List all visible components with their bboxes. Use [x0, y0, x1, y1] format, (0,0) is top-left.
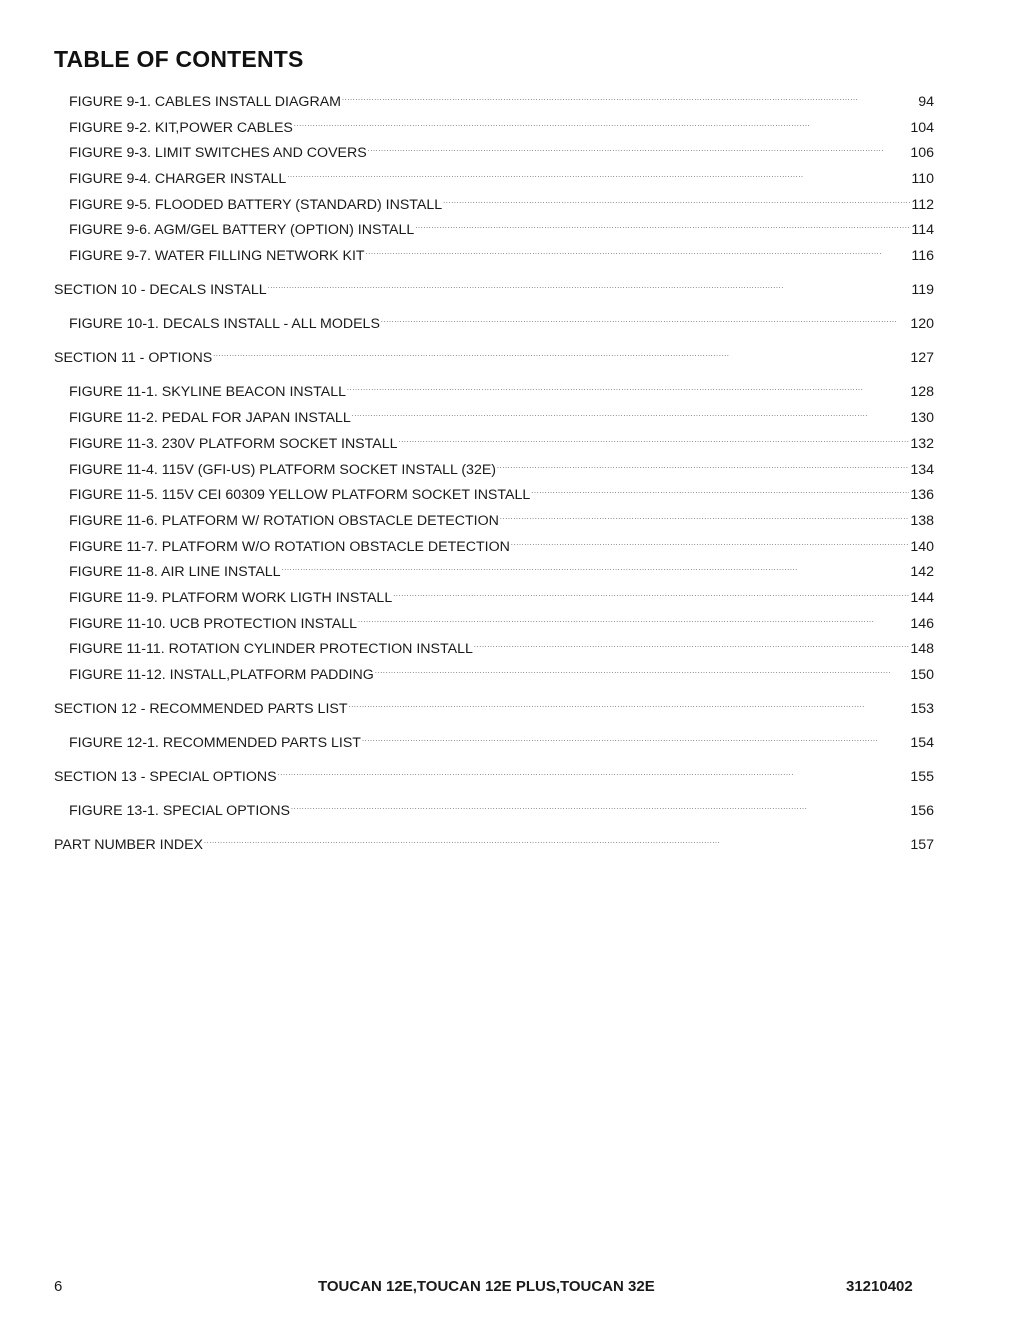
toc-entry-label: FIGURE 11-6. PLATFORM W/ ROTATION OBSTACLE DETECTION [69, 512, 499, 529]
toc-entry-page-number: 150 [910, 667, 934, 683]
toc-entry-label: FIGURE 13-1. SPECIAL OPTIONS [69, 803, 291, 820]
dot-leader [375, 661, 910, 679]
toc-entry-label: SECTION 13 - SPECIAL OPTIONS [54, 769, 277, 786]
toc-entry-label: FIGURE 11-4. 115V (GFI-US) PLATFORM SOCKET INSTALL (32E) [69, 461, 497, 478]
dot-leader [213, 344, 909, 362]
dot-leader [415, 216, 910, 234]
toc-entry-page-number: 114 [911, 222, 934, 239]
toc-entry-label: FIGURE 11-11. ROTATION CYLINDER PROTECTION INSTALL [69, 641, 473, 658]
toc-entry-label: FIGURE 9-3. LIMIT SWITCHES AND COVERS [69, 145, 367, 162]
dot-leader [268, 276, 911, 294]
toc-entry-label: FIGURE 9-7. WATER FILLING NETWORK KIT [69, 248, 365, 265]
table-of-contents [54, 88, 934, 857]
toc-entry-figure[interactable] [54, 378, 934, 404]
toc-entry-figure[interactable] [54, 242, 934, 268]
toc-entry-figure[interactable] [54, 558, 934, 584]
dot-leader [474, 635, 909, 653]
dot-leader [282, 558, 910, 576]
toc-entry-section[interactable] [54, 763, 934, 789]
toc-entry-figure[interactable] [54, 139, 934, 165]
dot-leader [347, 378, 909, 396]
toc-entry-figure[interactable] [54, 635, 934, 661]
toc-entry-label: FIGURE 11-7. PLATFORM W/O ROTATION OBSTACLE DETECTION [69, 538, 510, 555]
toc-entry-figure[interactable] [54, 404, 934, 430]
toc-entry-label: FIGURE 12-1. RECOMMENDED PARTS LIST [69, 735, 361, 752]
toc-entry-page-number: 134 [910, 461, 934, 478]
toc-entry-figure[interactable] [54, 216, 934, 242]
toc-entry-figure[interactable] [54, 88, 934, 114]
toc-entry-page-number: 155 [910, 769, 934, 786]
toc-entry-page-number: 148 [910, 641, 934, 658]
dot-leader [287, 165, 910, 183]
toc-entry-label: FIGURE 11-12. INSTALL,PLATFORM PADDING [69, 667, 374, 683]
toc-entry-page-number: 128 [910, 384, 934, 401]
toc-entry-label: SECTION 11 - OPTIONS [54, 350, 213, 367]
toc-entry-page-number: 136 [910, 487, 934, 504]
toc-entry-figure[interactable] [54, 114, 934, 140]
dot-leader [368, 139, 910, 157]
dot-leader [204, 831, 909, 849]
toc-entry-page-number: 127 [910, 350, 934, 367]
toc-entry-section[interactable] [54, 344, 934, 370]
page-title: TABLE OF CONTENTS [54, 46, 304, 72]
dot-leader [497, 456, 909, 474]
toc-entry-figure[interactable] [54, 507, 934, 533]
dot-leader [500, 507, 909, 525]
toc-entry-page-number: 120 [910, 316, 934, 333]
footer-page-number: 6 [54, 1278, 63, 1295]
toc-entry-page-number: 146 [910, 615, 934, 632]
toc-entry-figure[interactable] [54, 481, 934, 507]
toc-entry-page-number: 157 [910, 837, 934, 854]
dot-leader [352, 404, 910, 422]
toc-entry-figure[interactable] [54, 533, 934, 559]
toc-entry-page-number: 153 [910, 701, 934, 718]
dot-leader [393, 584, 909, 602]
toc-entry-page-number: 112 [911, 196, 934, 213]
dot-leader [349, 695, 910, 713]
toc-entry-figure[interactable] [54, 165, 934, 191]
toc-entry-label: FIGURE 10-1. DECALS INSTALL - ALL MODELS [69, 316, 380, 333]
toc-entry-page-number: 94 [918, 94, 934, 110]
footer-document-number: 31210402 [846, 1278, 913, 1295]
toc-entry-figure[interactable] [54, 456, 934, 482]
toc-entry-page-number: 116 [911, 248, 934, 265]
toc-entry-section[interactable] [54, 695, 934, 721]
toc-entry-page-number: 130 [910, 410, 934, 427]
toc-entry-page-number: 110 [911, 171, 934, 188]
toc-entry-label: FIGURE 9-2. KIT,POWER CABLES [69, 119, 293, 136]
toc-entry-page-number: 144 [910, 589, 934, 606]
toc-entry-figure[interactable] [54, 661, 934, 687]
toc-entry-figure[interactable] [54, 610, 934, 636]
dot-leader [531, 481, 909, 499]
dot-leader [358, 610, 909, 628]
toc-entry-figure[interactable] [54, 430, 934, 456]
dot-leader [399, 430, 910, 448]
toc-entry-label: FIGURE 9-4. CHARGER INSTALL [69, 171, 287, 188]
dot-leader [294, 114, 909, 132]
toc-entry-label: FIGURE 11-9. PLATFORM WORK LIGTH INSTALL [69, 589, 393, 606]
toc-entry-figure[interactable] [54, 729, 934, 755]
page-footer [0, 1278, 1024, 1298]
toc-entry-page-number: 104 [910, 119, 934, 136]
toc-entry-figure[interactable] [54, 191, 934, 217]
toc-entry-section[interactable] [54, 831, 934, 857]
dot-leader [291, 797, 909, 815]
toc-entry-page-number: 138 [910, 512, 934, 529]
toc-entry-page-number: 154 [910, 735, 934, 752]
toc-entry-section[interactable] [54, 276, 934, 302]
toc-entry-page-number: 140 [910, 538, 934, 555]
dot-leader [366, 242, 911, 260]
toc-entry-page-number: 156 [910, 803, 934, 820]
toc-entry-figure[interactable] [54, 797, 934, 823]
toc-entry-label: FIGURE 11-1. SKYLINE BEACON INSTALL [69, 384, 347, 401]
footer-title: TOUCAN 12E,TOUCAN 12E PLUS,TOUCAN 32E [318, 1278, 655, 1295]
dot-leader [443, 191, 910, 209]
dot-leader [511, 533, 909, 551]
toc-entry-page-number: 142 [910, 564, 934, 581]
toc-entry-figure[interactable] [54, 584, 934, 610]
dot-leader [342, 88, 917, 106]
toc-entry-label: SECTION 10 - DECALS INSTALL [54, 282, 267, 299]
toc-entry-label: FIGURE 11-10. UCB PROTECTION INSTALL [69, 615, 358, 632]
toc-entry-label: FIGURE 11-8. AIR LINE INSTALL [69, 564, 281, 581]
toc-entry-label: FIGURE 9-1. CABLES INSTALL DIAGRAM [69, 94, 341, 110]
dot-leader [381, 310, 909, 328]
toc-entry-label: PART NUMBER INDEX [54, 837, 203, 854]
toc-entry-label: FIGURE 11-2. PEDAL FOR JAPAN INSTALL [69, 410, 351, 427]
toc-entry-page-number: 106 [910, 145, 934, 162]
toc-entry-label: FIGURE 11-3. 230V PLATFORM SOCKET INSTALL [69, 435, 398, 452]
toc-entry-label: SECTION 12 - RECOMMENDED PARTS LIST [54, 701, 348, 718]
toc-entry-figure[interactable] [54, 310, 934, 336]
toc-entry-page-number: 119 [911, 282, 934, 299]
toc-entry-label: FIGURE 9-5. FLOODED BATTERY (STANDARD) INSTALL [69, 196, 443, 213]
dot-leader [362, 729, 909, 747]
dot-leader [278, 763, 910, 781]
toc-entry-label: FIGURE 9-6. AGM/GEL BATTERY (OPTION) INSTALL [69, 222, 415, 239]
toc-entry-label: FIGURE 11-5. 115V CEI 60309 YELLOW PLATFORM SOCKET INSTALL [69, 487, 531, 504]
toc-entry-page-number: 132 [910, 435, 934, 452]
